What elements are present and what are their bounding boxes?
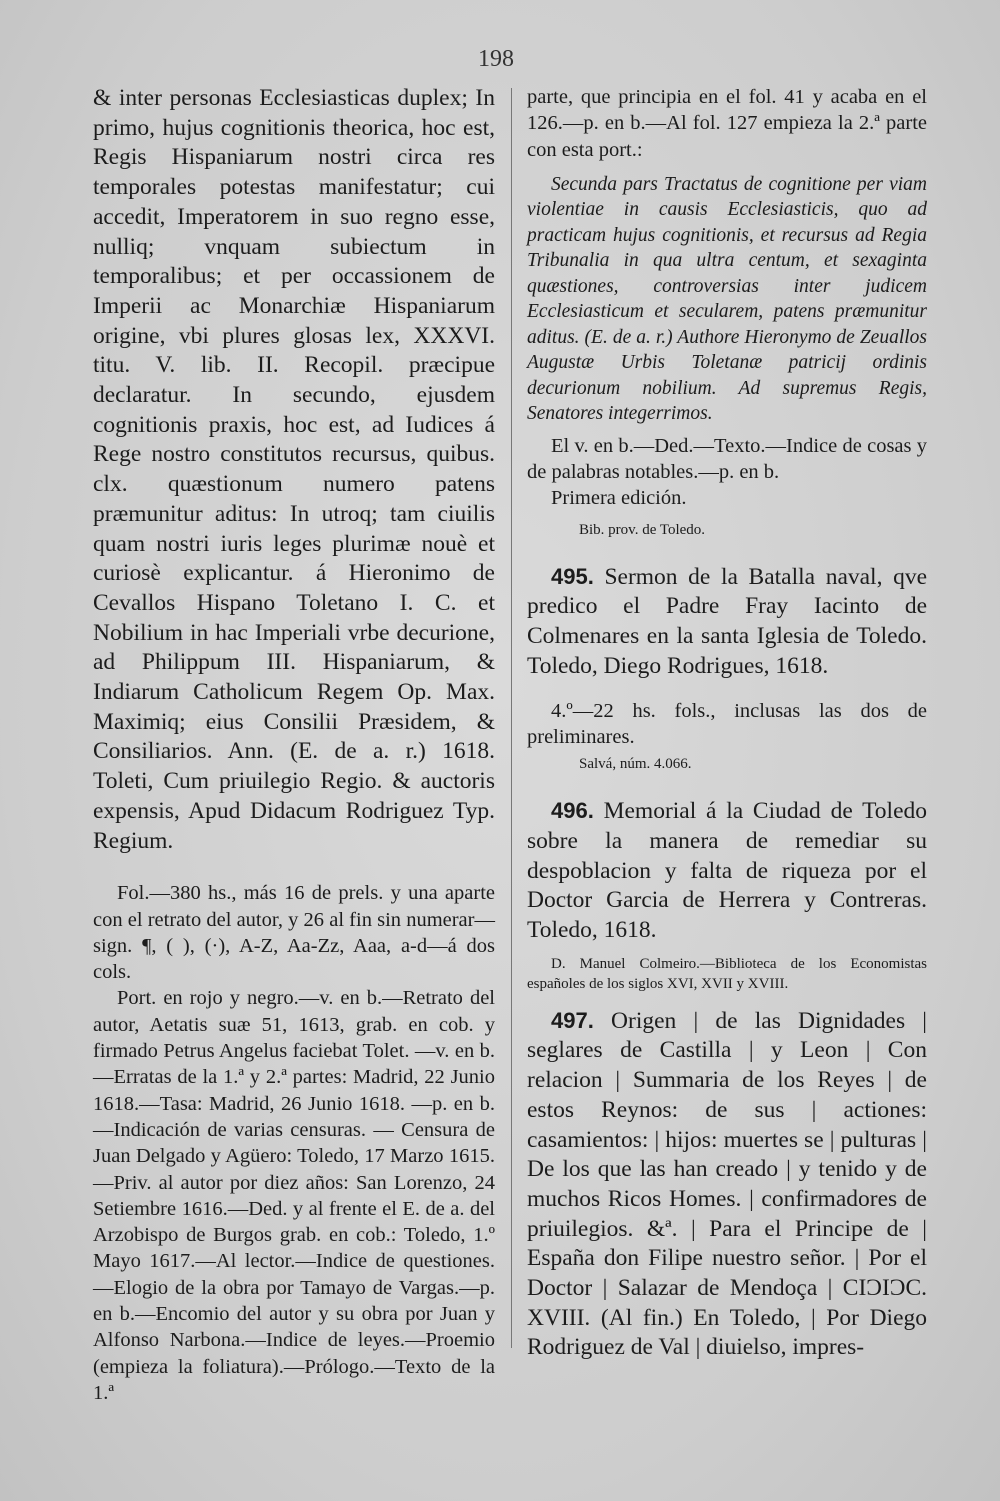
second-part-title: Secunda pars Tractatus de cognitione per viam violentiae in causis Ecclesiasticis, quo ad practicam hujus cognitionis, et recursus ad Regia Tribunalia in qua ultra centum, et sexaginta quæstiones, controversias inter judicem Ecclesiasticum et secularem, patens præmunitur aditus. (E. de a. r.) Authore Hieronymo de Zeuallos Augustæ Urbis Toletanæ patricij ordinis decurionum nobilium. Ad supremus Regis, Senatores integerrimos.: [527, 173, 927, 425]
page-number: 198: [478, 46, 514, 72]
book-description: Fol.—380 hs., más 16 de prels. y una aparte con el retrato del autor, y 26 al fin sin numerar—sign. ¶, ( ), (·), A-Z, Aa-Zz, Aaa, a-d—á dos cols.: [93, 882, 495, 984]
book-details: Port. en rojo y negro.—v. en b.—Retrato del autor, Aetatis suæ 51, 1613, grab. en cob. y firmado Petrus Angelus faciebat Tolet. —v. en b.—Erratas de la 1.ª y 2.ª partes: Madrid, 22 Junio 1618.—Tasa: Madrid, 26 Junio 1618. —p. en b.—Indicación de varias censuras. — Censura de Juan Delgado y Agüero: Toledo, 17 Marzo 1615.—Priv. al autor por diez años: San Lorenzo, 24 Setiembre 1616.—Ded. y al frente el E. de a. del Arzobispo de Burgos grab. en cob.: Toledo, 1.º Mayo 1617.—Al lector.—Indice de questiones.—Elogio de la obra por Tamayo de Vargas.—p. en b.—Encomio del autor y su obra por Juan y Alfonso Narbona.—Indice de leyes.—Proemio (empieza la foliatura).—Prólogo.—Texto de la 1.ª: [93, 987, 495, 1404]
entry-title: Origen | de las Dignidades | seglares de Castilla | y Leon | Con relacion | Summaria de los Reyes | de estos Reynos: de sus | actiones: casamientos: | hijos: muertes se | pulturas | De los que las han creado | y tenido y de muchos Ricos Homes. | confirmadores de priuilegios. &ª. | Para el Principe de | España don Filipe nuestro señor. | Por el Doctor | Salazar de Mendoça | CIƆIƆC. XVIII. (Al fin.) En Toledo, | Por Diego Rodriguez de Val | diuielso, impres-: [527, 1007, 927, 1361]
entry-497: [527, 1006, 927, 1363]
source-note: Bib. prov. de Toledo.: [579, 521, 706, 538]
contents-line: El v. en b.—Ded.—Texto.—Indice de cosas y de palabras notables.—p. en b.: [527, 434, 927, 484]
entry-title: Sermon de la Batalla naval, qve predico el Padre Fray Iacinto de Colmenares en la santa Iglesia de Toledo. Toledo, Diego Rodrigues, 1618.: [527, 563, 928, 679]
right-column: [527, 84, 927, 1363]
entry-496: [527, 796, 927, 994]
title-continuation: & inter personas Ecclesiasticas duplex; In primo, hujus cognitionis theorica, hoc est, Regis Hispaniarum nostri circa res temporales potestas manifestatur; cui accedit, Imperatorem in suo regno esse, nulliq; vnquam subiectum in temporalibus; et per occassionem de Imperii ac Monarchiæ Hispaniarum origine, vbi plures glosas lex, XXXVI. titu. V. lib. II. Recopil. præcipue declaratur. In secundo, ejusdem cognitionis praxis, hoc est, ad Iudices á Rege nostro constitutos recursus, quibus. clx. quæstionum numero patens præmunitur aditus: In utroq; tam ciuilis quam nostri iuris leges plurimæ nouè et curiosè explicantur. á Hieronimo de Cevallos Hispano Toletano I. C. et Nobilium in hac Imperiali vrbe decurione, ad Philippum III. Hispaniarum, & Indiarum Catholicum Regem Op. Max. Maximiq; eius Consilii Præsidem, & Consiliarios. Ann. (E. de a. r.) 1618. Toleti, Cum priuilegio Regio. & auctoris expensis, Apud Didacum Rodriguez Typ. Regium.: [93, 85, 495, 854]
entry-source: D. Manuel Colmeiro.—Biblioteca de los Economistas españoles de los siglos XVI, XVII y XVIII.: [527, 955, 927, 992]
details-continuation: parte, que principia en el fol. 41 y acaba en el 126.—p. en b.—Al fol. 127 empieza la 2.ª parte con esta port.:: [527, 86, 927, 161]
edition-line: Primera edición.: [551, 487, 687, 510]
entry-495: [527, 562, 927, 774]
entry-source: Salvá, núm. 4.066.: [579, 756, 692, 773]
entry-title: Memorial á la Ciudad de Toledo sobre la manera de remediar su despoblacion y falta de riqueza por el Doctor Garcia de Herrera y Contreras. Toledo, 1618.: [527, 798, 928, 943]
entry-number: 497.: [551, 1007, 594, 1033]
left-column: [93, 84, 495, 1406]
entry-number: 495.: [551, 563, 594, 589]
column-divider: [511, 88, 512, 1348]
entry-number: 496.: [551, 798, 594, 824]
entry-description: 4.º—22 hs. fols., inclusas las dos de preliminares.: [527, 699, 927, 748]
